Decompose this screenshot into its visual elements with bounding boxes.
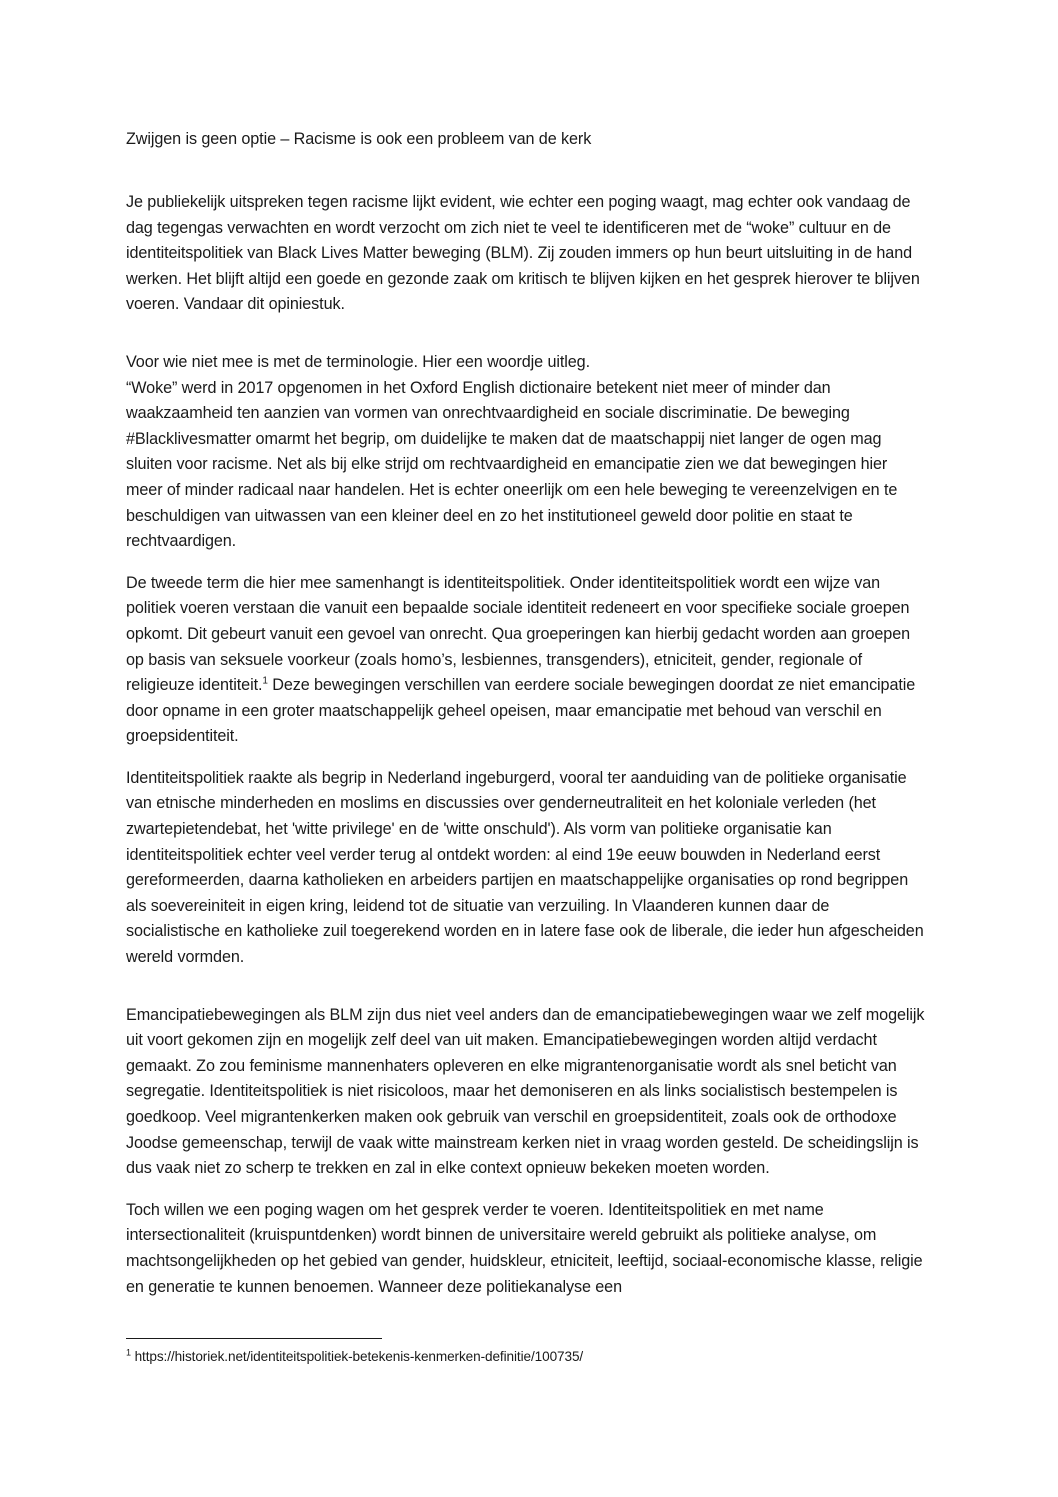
- paragraph-identity-politics: [126, 571, 926, 750]
- document-title: Zwijgen is geen optie – Racisme is ook een probleem van de kerk: [126, 130, 592, 148]
- paragraph-netherlands: Identiteitspolitiek raakte als begrip in Nederland ingeburgerd, vooral ter aanduiding van de politieke organisatie van etnische minderheden en moslims en discussies over genderneutraliteit en het koloniale verleden (het zwartepietendebat, het 'witte privilege' en de 'witte onschuld'). Als vorm van politieke organisatie kan identiteitspolitiek echter veel verder terug al ontdekt worden: al eind 19e eeuw bouwden in Nederland eerst gereformeerden, daarna katholieken en arbeiders partijen en maatschappelijke organisaties op rond begrippen als soevereiniteit in eigen kring, leidend tot de situatie van verzuiling. In Vlaanderen kunnen daar de socialistische en katholieke zuil toegerekend worden en in latere fase ook de liberale, die ieder hun afgescheiden wereld vormden.: [126, 768, 924, 967]
- paragraph-intro: Je publiekelijk uitspreken tegen racisme lijkt evident, wie echter een poging waagt, mag echter ook vandaag de dag tegengas verwachten en wordt verzocht om zich niet te veel te identificeren met de “woke” cultuur en de identiteitspolitiek van Black Lives Matter beweging (BLM). Zij zouden immers op hun beurt uitsluiting in de hand werken. Het blijft altijd een goede en gezonde zaak om kritisch te blijven kijken en het gesprek hierover te blijven voeren. Vandaar dit opiniestuk.: [126, 193, 920, 314]
- paragraph-identity-politics-text: De tweede term die hier mee samenhangt is identiteitspolitiek. Onder identiteitspolitiek wordt een wijze van politiek voeren verstaan die vanuit een bepaalde sociale identiteit redeneert en voor specifieke sociale groepen opkomt. Dit gebeurt vanuit een gevoel van onrecht. Qua groeperingen kan hierbij gedacht worden aan groepen op basis van seksuele voorkeur (zoals homo’s, lesbiennes, transgenders), etniciteit, gender, regionale of religieuze identiteit.: [126, 573, 911, 695]
- paragraph-emancipation: Emancipatiebewegingen als BLM zijn dus niet veel anders dan de emancipatiebewegingen waar we zelf mogelijk uit voort gekomen zijn en mogelijk zelf deel van uit maken. Emancipatiebewegingen worden altijd verdacht gemaakt. Zo zou feminisme mannenhaters opleveren en elke migrantenorganisatie wordt als snel beticht van segregatie. Identiteitspolitiek is niet risicoloos, maar het demoniseren en als links socialistisch bestempelen is goedkoop. Veel migrantenkerken maken ook gebruik van verschil en groepsidentiteit, zoals ook de orthodoxe Joodse gemeenschap, terwijl de vaak witte mainstream kerken niet in vraag worden gesteld. De scheidingslijn is dus vaak niet zo scherp te trekken en zal in elke context opnieuw bekeken moeten worden.: [126, 1005, 925, 1178]
- paragraph-conversation: Toch willen we een poging wagen om het gesprek verder te voeren. Identiteitspolitiek en met name intersectionaliteit (kruispuntdenken) wordt binnen de universitaire wereld gebruikt als politieke analyse, om machtsongelijkheden op het gebied van gender, huidskleur, etniciteit, leeftijd, sociaal-economische klasse, religie en generatie te kunnen benoemen. Wanneer deze politiekanalyse een: [126, 1200, 923, 1296]
- footnote-separator: [126, 1338, 382, 1339]
- footnote-link[interactable]: https://historiek.net/identiteitspolitiek-betekenis-kenmerken-definitie/100735/: [130, 1349, 584, 1364]
- paragraph-woke: “Woke” werd in 2017 opgenomen in het Oxford English dictionaire betekent niet meer of minder dan waakzaamheid ten aanzien van vormen van onrechtvaardigheid en sociale discriminatie. De beweging #Blacklivesmatter omarmt het begrip, om duidelijke te maken dat de maatschappij niet langer de ogen mag sluiten voor racisme. Net als bij elke strijd om rechtvaardigheid en emancipatie zien we dat bewegingen hier meer of minder radicaal naar handelen. Het is echter oneerlijk om een hele beweging te vereenzelvigen en te beschuldigen van uitwassen van een kleiner deel en zo het institutioneel geweld door politie en staat te rechtvaardigen.: [126, 378, 898, 551]
- footnote-reference[interactable]: 1: [262, 675, 268, 687]
- paragraph-terminology-lead: Voor wie niet mee is met de terminologie. Hier een woordje uitleg.: [126, 352, 590, 371]
- document-body: [126, 126, 926, 1300]
- footnote: [126, 1348, 926, 1366]
- paragraph-identity-politics-continued: Deze bewegingen verschillen van eerdere sociale bewegingen doordat ze niet emancipatie door opname in een groter maatschappelijk geheel opeisen, maar emancipatie met behoud van verschil en groepsidentiteit.: [126, 676, 916, 746]
- footnote-marker: 1: [126, 1347, 131, 1358]
